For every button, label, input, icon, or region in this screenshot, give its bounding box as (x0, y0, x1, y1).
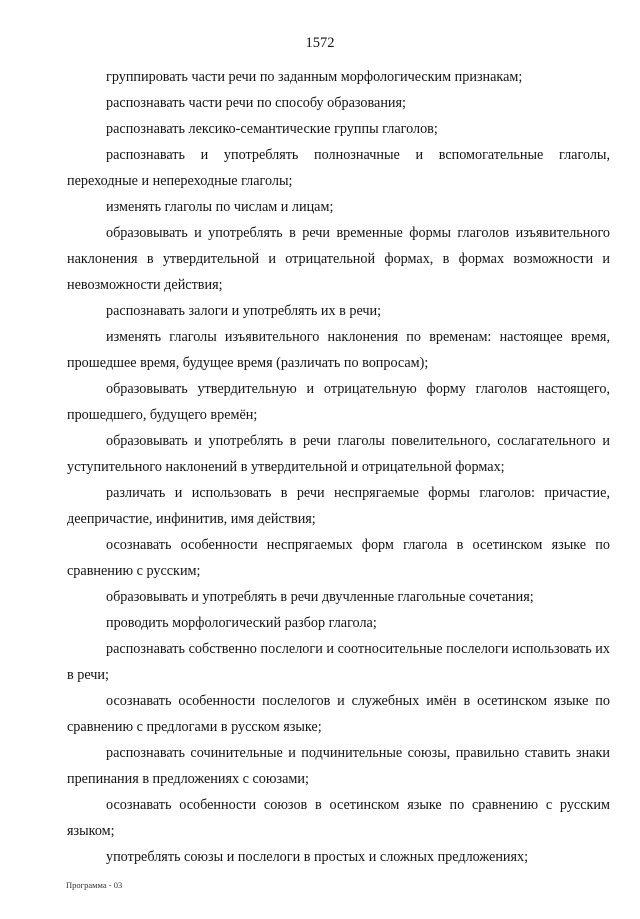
paragraph: образовывать и употреблять в речи временные формы глаголов изъявительного наклонения в утвердительной и отрицательной формах, в формах возможности и невозможности действия; (67, 225, 610, 293)
paragraph: образовывать и употреблять в речи глаголы повелительного, сослагательного и уступительного наклонений в утвердительной и отрицательной формах; (67, 433, 610, 475)
paragraph: осознавать особенности союзов в осетинском языке по сравнению с русским языком; (67, 797, 610, 839)
paragraph: проводить морфологический разбор глагола; (106, 615, 377, 631)
page-number: 1572 (305, 35, 335, 51)
paragraph: распознавать части речи по способу образования; (106, 95, 406, 111)
paragraph: осознавать особенности послелогов и служебных имён в осетинском языке по сравнению с предлогами в русском языке; (67, 693, 610, 735)
paragraph: распознавать собственно послелоги и соотносительные послелоги использовать их в речи; (67, 641, 610, 683)
paragraph: распознавать лексико-семантические группы глаголов; (106, 121, 438, 137)
paragraph: распознавать и употреблять полнозначные и вспомогательные глаголы, переходные и непереходные глаголы; (67, 147, 610, 189)
body-text (67, 64, 610, 870)
footer-label: Программа - 03 (66, 880, 123, 890)
paragraph: изменять глаголы по числам и лицам; (106, 199, 334, 215)
paragraph: употреблять союзы и послелоги в простых и сложных предложениях; (106, 849, 529, 865)
paragraph: группировать части речи по заданным морфологическим признакам; (106, 69, 523, 85)
paragraph: распознавать сочинительные и подчинительные союзы, правильно ставить знаки препинания в предложениях с союзами; (67, 745, 610, 787)
paragraph: образовывать утвердительную и отрицательную форму глаголов настоящего, прошедшего, будущего времён; (67, 381, 610, 423)
paragraph: различать и использовать в речи неспрягаемые формы глаголов: причастие, деепричастие, инфинитив, имя действия; (67, 485, 610, 527)
paragraph: образовывать и употреблять в речи двучленные глагольные сочетания; (106, 589, 534, 605)
paragraph: осознавать особенности неспрягаемых форм глагола в осетинском языке по сравнению с русским; (67, 537, 610, 579)
paragraph: изменять глаголы изъявительного наклонения по временам: настоящее время, прошедшее время, будущее время (различать по вопросам); (67, 329, 610, 371)
paragraph: распознавать залоги и употреблять их в речи; (106, 303, 382, 319)
